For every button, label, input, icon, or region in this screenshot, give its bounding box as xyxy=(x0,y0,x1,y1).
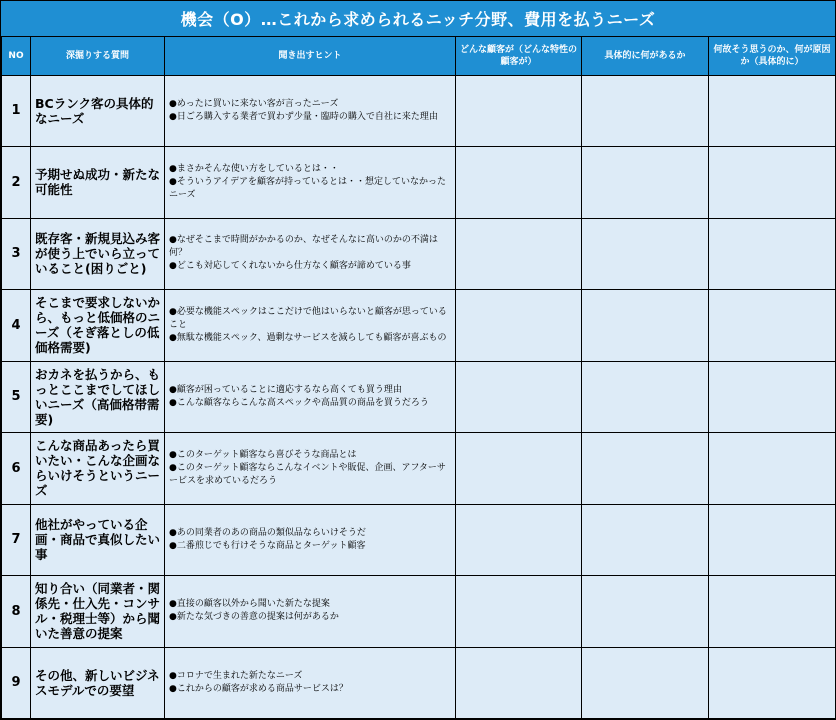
customer-input-cell[interactable] xyxy=(456,361,582,433)
header-customer: どんな顧客が（どんな特性の顧客が） xyxy=(456,37,582,75)
hint-line: ●二番煎じでも行けそうな商品とターゲット顧客 xyxy=(169,540,366,551)
reason-input-cell[interactable] xyxy=(709,147,836,219)
header-no: NO xyxy=(2,37,31,75)
hint-line: ●まさかそんな使い方をしているとは・・ xyxy=(169,163,339,174)
customer-input-cell[interactable] xyxy=(456,576,582,648)
row-number: 9 xyxy=(2,647,31,719)
table-row xyxy=(2,504,836,576)
customer-input-cell[interactable] xyxy=(456,147,582,219)
customer-input-cell[interactable] xyxy=(456,75,582,147)
hint-cell xyxy=(165,647,456,719)
header-question: 深掘りする質問 xyxy=(31,37,165,75)
reason-input-cell[interactable] xyxy=(709,576,836,648)
question-cell: BCランク客の具体的なニーズ xyxy=(31,75,165,147)
row-number: 4 xyxy=(2,290,31,362)
customer-input-cell[interactable] xyxy=(456,290,582,362)
hint-line: ●めったに買いに来ない客が言ったニーズ xyxy=(169,98,339,109)
specifics-input-cell[interactable] xyxy=(582,647,709,719)
reason-input-cell[interactable] xyxy=(709,218,836,290)
needs-table xyxy=(1,37,836,719)
question-cell: 既存客・新規見込み客が使う上でいら立っていること(困りごと) xyxy=(31,218,165,290)
header-reason: 何故そう思うのか、何が原因か（具体的に） xyxy=(709,37,836,75)
hint-cell xyxy=(165,361,456,433)
hint-line: ●このターゲット顧客ならこんなイベントや販促、企画、アフターサービスを求めているだろう xyxy=(169,462,446,486)
reason-input-cell[interactable] xyxy=(709,433,836,505)
reason-input-cell[interactable] xyxy=(709,647,836,719)
hint-line: ●あの同業者のあの商品の類似品ならいけそうだ xyxy=(169,527,366,538)
hint-line: ●なぜそこまで時間がかかるのか、なぜそんなに高いのかの不満は何？ xyxy=(169,235,438,259)
specifics-input-cell[interactable] xyxy=(582,290,709,362)
specifics-input-cell[interactable] xyxy=(582,576,709,648)
header-hint: 聞き出すヒント xyxy=(165,37,456,75)
hint-line: ●顧客が困っていることに適応するなら高くても買う理由 xyxy=(169,384,402,395)
table-row xyxy=(2,576,836,648)
hint-cell xyxy=(165,290,456,362)
question-cell: そこまで要求しないから、もっと低価格のニーズ（そぎ落としの低価格需要) xyxy=(31,290,165,362)
hint-line: ●これからの顧客が求める商品サービスは？ xyxy=(169,683,348,694)
row-number: 1 xyxy=(2,75,31,147)
header-specifics: 具体的に何があるか xyxy=(582,37,709,75)
row-number: 8 xyxy=(2,576,31,648)
header-row xyxy=(2,37,836,75)
question-cell: その他、新しいビジネスモデルでの要望 xyxy=(31,647,165,719)
hint-cell xyxy=(165,433,456,505)
row-number: 2 xyxy=(2,147,31,219)
reason-input-cell[interactable] xyxy=(709,361,836,433)
question-cell: 知り合い（同業者・関係先・仕入先・コンサル・税理士等）から聞いた善意の提案 xyxy=(31,576,165,648)
hint-line: ●そういうアイデアを顧客が持っているとは・・想定していなかったニーズ xyxy=(169,176,447,200)
reason-input-cell[interactable] xyxy=(709,504,836,576)
row-number: 7 xyxy=(2,504,31,576)
table-row xyxy=(2,75,836,147)
customer-input-cell[interactable] xyxy=(456,647,582,719)
hint-cell xyxy=(165,147,456,219)
hint-line: ●必要な機能スペックはここだけで他はいらないと顧客が思っていること xyxy=(169,306,447,330)
hint-line: ●無駄な機能スペック、過剰なサービスを減らしても顧客が喜ぶもの xyxy=(169,332,447,343)
hint-cell xyxy=(165,218,456,290)
hint-cell xyxy=(165,576,456,648)
hint-line: ●コロナで生まれた新たなニーズ xyxy=(169,670,303,681)
hint-line: ●新たな気づきの善意の提案は何があるか xyxy=(169,612,339,623)
table-row xyxy=(2,647,836,719)
specifics-input-cell[interactable] xyxy=(582,75,709,147)
hint-line: ●このターゲット顧客なら喜びそうな商品とは xyxy=(169,449,357,460)
sheet-title: 機会（O）…これから求められるニッチ分野、費用を払うニーズ xyxy=(1,1,835,37)
hint-line: ●日ごろ購入する業者で買わず少量・臨時の購入で自社に来た理由 xyxy=(169,111,438,122)
row-number: 5 xyxy=(2,361,31,433)
hint-line: ●どこも対応してくれないから仕方なく顧客が諦めている事 xyxy=(169,261,411,272)
customer-input-cell[interactable] xyxy=(456,504,582,576)
hint-line: ●直接の顧客以外から聞いた新たな提案 xyxy=(169,599,330,610)
question-cell: おカネを払うから、もっとここまでしてほしいニーズ（高価格帯需要) xyxy=(31,361,165,433)
table-row xyxy=(2,147,836,219)
specifics-input-cell[interactable] xyxy=(582,504,709,576)
question-cell: 他社がやっている企画・商品で真似したい事 xyxy=(31,504,165,576)
row-number: 3 xyxy=(2,218,31,290)
customer-input-cell[interactable] xyxy=(456,218,582,290)
hint-cell xyxy=(165,75,456,147)
table-row xyxy=(2,218,836,290)
row-number: 6 xyxy=(2,433,31,505)
question-cell: こんな商品あったら買いたい・こんな企画ならいけそうというニーズ xyxy=(31,433,165,505)
table-row xyxy=(2,433,836,505)
table-row xyxy=(2,290,836,362)
hint-line: ●こんな顧客ならこんな高スペックや高品質の商品を買うだろう xyxy=(169,397,429,408)
reason-input-cell[interactable] xyxy=(709,290,836,362)
customer-input-cell[interactable] xyxy=(456,433,582,505)
hint-cell xyxy=(165,504,456,576)
question-cell: 予期せぬ成功・新たな可能性 xyxy=(31,147,165,219)
specifics-input-cell[interactable] xyxy=(582,147,709,219)
reason-input-cell[interactable] xyxy=(709,75,836,147)
specifics-input-cell[interactable] xyxy=(582,433,709,505)
table-row xyxy=(2,361,836,433)
specifics-input-cell[interactable] xyxy=(582,361,709,433)
specifics-input-cell[interactable] xyxy=(582,218,709,290)
